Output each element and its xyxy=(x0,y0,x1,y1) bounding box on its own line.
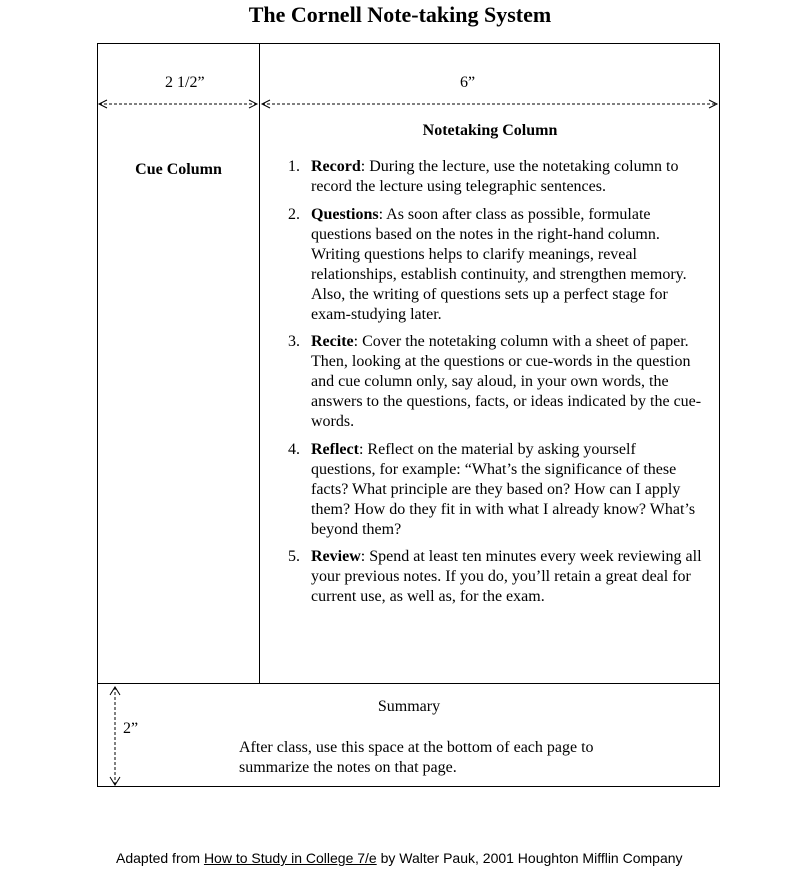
item-number: 4. xyxy=(288,440,300,458)
item-term: Reflect xyxy=(311,440,359,458)
summary-height-label: 2” xyxy=(123,720,139,737)
list-item xyxy=(283,440,703,540)
notes-width-label: 6” xyxy=(460,74,476,91)
item-number: 1. xyxy=(288,158,300,175)
list-item xyxy=(283,157,703,197)
book-title-link[interactable]: How to Study in College 7/e xyxy=(203,850,377,866)
item-text: : Spend at least ten minutes every week reviewing all your previous notes. If you do, you’ll retain a great deal for current use, as well as, for the exam. xyxy=(311,548,702,605)
item-text: : Cover the notetaking column with a sheet of paper. Then, looking at the questions or cue-words in the question and cue column only, say aloud, in your own words, the answers to the questions, facts, or ideas indicated by the cue-words. xyxy=(311,333,702,430)
summary-heading: Summary xyxy=(377,698,441,715)
page-title: The Cornell Note-taking System xyxy=(248,2,552,27)
list-item xyxy=(283,205,703,325)
attribution-suffix: by Walter Pauk, 2001 Houghton Mifflin Company xyxy=(376,850,683,866)
item-term: Record xyxy=(311,158,361,175)
item-term: Recite xyxy=(311,333,354,350)
item-number: 2. xyxy=(288,205,300,223)
item-text: : Reflect on the material by asking yourself questions, for example: “What’s the significance of these facts? What principle are they based on? How can I apply them? How do they fit in with what I already know? What’s beyond them? xyxy=(311,440,696,538)
item-term: Questions xyxy=(311,205,379,223)
attribution-prefix: Adapted from xyxy=(116,850,204,866)
list-item xyxy=(283,332,703,432)
notetaking-steps-list xyxy=(283,157,703,615)
notetaking-column-heading: Notetaking Column xyxy=(422,122,558,139)
list-item xyxy=(283,547,703,607)
item-number: 5. xyxy=(288,548,300,565)
item-text: : As soon after class as possible, formulate questions based on the notes in the right-hand column. Writing questions helps to clarify meanings, reveal relationships, establish continuity, and strengthen memory. Also, the writing of questions sets up a perfect stage for exam-studying later. xyxy=(311,205,687,323)
summary-text: After class, use this space at the bottom of each page to summarize the notes on that page. xyxy=(239,739,594,776)
cue-column-label: Cue Column xyxy=(135,161,222,178)
item-number: 3. xyxy=(288,333,300,350)
item-term: Review xyxy=(311,548,361,565)
cue-width-label: 2 1/2” xyxy=(165,74,205,91)
item-text: : During the lecture, use the notetaking column to record the lecture using telegraphic sentences. xyxy=(311,158,679,195)
source-attribution xyxy=(116,850,716,866)
